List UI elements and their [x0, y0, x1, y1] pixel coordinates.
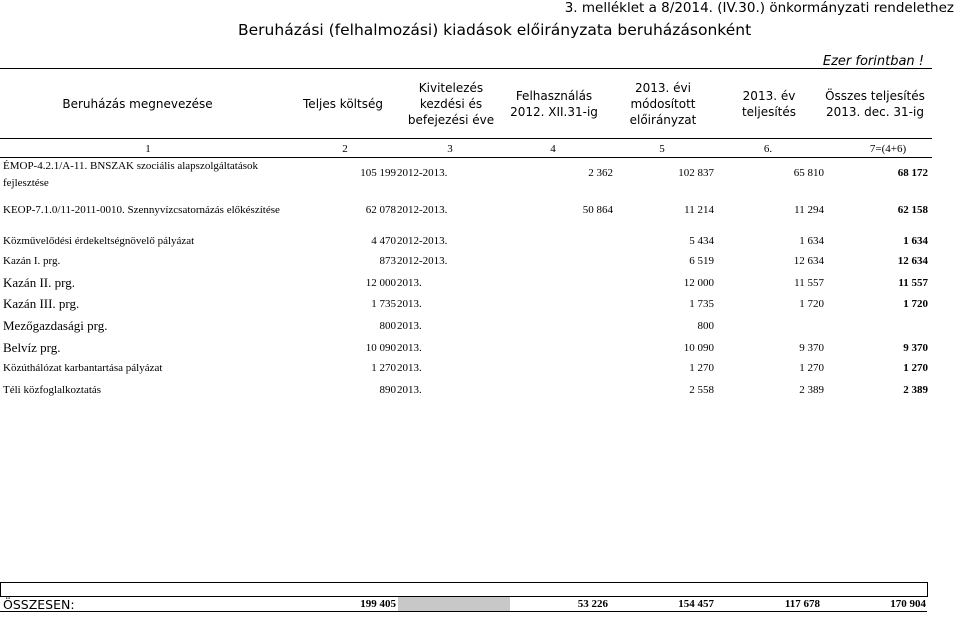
- annex-reference: 3. melléklet a 8/2014. (IV.30.) önkormányzati rendelethez: [564, 0, 954, 16]
- table-row-period: 2012-2013.: [397, 167, 448, 179]
- currency-note: Ezer forintban !: [822, 54, 924, 69]
- table-row-used: 2 362: [588, 167, 613, 179]
- table-row-cost: 1 270: [371, 362, 396, 374]
- totals-bottom-border: [0, 611, 927, 612]
- header-done: 2013. év teljesítés: [741, 89, 797, 119]
- table-row-period: 2013.: [397, 384, 422, 396]
- header-used: Felhasználás 2012. XII.31-ig: [510, 89, 598, 119]
- table-row-budget: 12 634: [793, 255, 824, 267]
- table-row-name: Kazán III. prg.: [3, 296, 80, 311]
- col-number-4: 4: [550, 143, 556, 155]
- table-row-cost: 105 199: [360, 167, 396, 179]
- table-row-done: 9 370: [799, 342, 824, 354]
- table-row-used: 6 519: [689, 255, 714, 267]
- table-row-done: 1 720: [799, 298, 824, 310]
- table-row-total: 68 172: [897, 167, 928, 179]
- table-row-period: 2012-2013.: [397, 255, 448, 267]
- totals-label: ÖSSZESEN:: [3, 597, 75, 612]
- table-row-period: 2013.: [397, 342, 422, 354]
- table-row-done: 2 389: [799, 384, 824, 396]
- table-row-period: 2013.: [397, 298, 422, 310]
- table-row-total: 1 634: [903, 235, 928, 247]
- table-row-cost: 4 470: [371, 235, 396, 247]
- table-row-period: 2012-2013.: [397, 235, 448, 247]
- table-row-done: 1 270: [799, 362, 824, 374]
- header-total: Összes teljesítés 2013. dec. 31-ig: [825, 89, 925, 119]
- table-row-total: 11 557: [898, 277, 928, 289]
- col-number-7: 7=(4+6): [869, 143, 907, 155]
- table-row-done: 11 557: [794, 277, 824, 289]
- col-number-6: 6.: [763, 143, 773, 155]
- totals-gray-cell: [398, 597, 510, 611]
- header-name: Beruházás megnevezése: [62, 97, 213, 111]
- page-title: Beruházási (felhalmozási) kiadások előirányzata beruházásonként: [238, 21, 752, 39]
- table-row-period: 2013.: [397, 277, 422, 289]
- table-row-used: 5 434: [689, 235, 714, 247]
- table-row-name: Közművelődési érdekeltségnövelő pályázat: [3, 235, 195, 247]
- totals-total: 170 904: [890, 598, 926, 610]
- header-top-border: [0, 68, 932, 69]
- table-row-budget: 800: [697, 320, 714, 332]
- table-row-cost: 12 000: [365, 277, 396, 289]
- table-row-name: Belvíz prg.: [3, 340, 61, 355]
- table-row-name: ÉMOP-4.2.1/A-11. BNSZAK szociális alapszolgáltatások fejlesztése: [3, 160, 258, 189]
- totals-used: 53 226: [577, 598, 608, 610]
- table-row-cost: 873: [379, 255, 396, 267]
- table-row-budget: 11 214: [684, 204, 714, 216]
- table-row-name: Kazán II. prg.: [3, 275, 75, 290]
- table-row-done: 11 294: [794, 204, 824, 216]
- header-bottom-border: [0, 138, 932, 139]
- table-row-period: 2012-2013.: [397, 204, 448, 216]
- table-row-total: 9 370: [903, 342, 928, 354]
- table-row-total: 2 389: [903, 384, 928, 396]
- col-number-3: 3: [447, 143, 453, 155]
- table-row-period: 2013.: [397, 320, 422, 332]
- table-row-used: 50 864: [582, 204, 613, 216]
- totals-done: 117 678: [784, 598, 820, 610]
- table-row-total: 1 270: [903, 362, 928, 374]
- table-row-name: KEOP-7.1.0/11-2011-0010. Szennyvízcsatornázás előkészítése: [3, 204, 280, 216]
- table-row-cost: 890: [379, 384, 396, 396]
- table-row-name: Téli közfoglalkoztatás: [3, 384, 102, 396]
- table-row-period: 2013.: [397, 362, 422, 374]
- table-row-name: Kazán I. prg.: [3, 255, 61, 267]
- table-row-cost: 1 735: [371, 298, 396, 310]
- table-row-total: 62 158: [897, 204, 928, 216]
- totals-budget: 154 457: [678, 598, 714, 610]
- table-row-budget: 12 000: [683, 277, 714, 289]
- table-row-cost: 10 090: [365, 342, 396, 354]
- col-number-2: 2: [342, 143, 348, 155]
- table-row-total: 1 720: [903, 298, 928, 310]
- col-number-5: 5: [659, 143, 665, 155]
- table-row-budget: 102 837: [678, 167, 714, 179]
- table-row-budget: 10 090: [683, 342, 714, 354]
- table-row-name: Mezőgazdasági prg.: [3, 318, 108, 333]
- table-row-total: 12 634: [897, 255, 928, 267]
- col-number-1: 1: [145, 143, 151, 155]
- header-budget: 2013. évi módosított előirányzat: [629, 81, 697, 127]
- table-row-name: Közúthálózat karbantartása pályázat: [3, 362, 163, 374]
- table-row-done: 65 810: [793, 167, 824, 179]
- table-row-budget: 1 735: [689, 298, 714, 310]
- table-row-cost: 800: [379, 320, 396, 332]
- table-row-budget: 1 270: [689, 362, 714, 374]
- table-row-cost: 62 078: [365, 204, 396, 216]
- header-period: Kivitelezés kezdési és befejezési éve: [407, 81, 495, 127]
- table-row-budget: 1 634: [799, 235, 824, 247]
- blank-area-box: [0, 582, 928, 597]
- totals-cost: 199 405: [360, 598, 396, 610]
- header-total-cost: Teljes költség: [303, 97, 383, 111]
- table-row-budget: 2 558: [689, 384, 714, 396]
